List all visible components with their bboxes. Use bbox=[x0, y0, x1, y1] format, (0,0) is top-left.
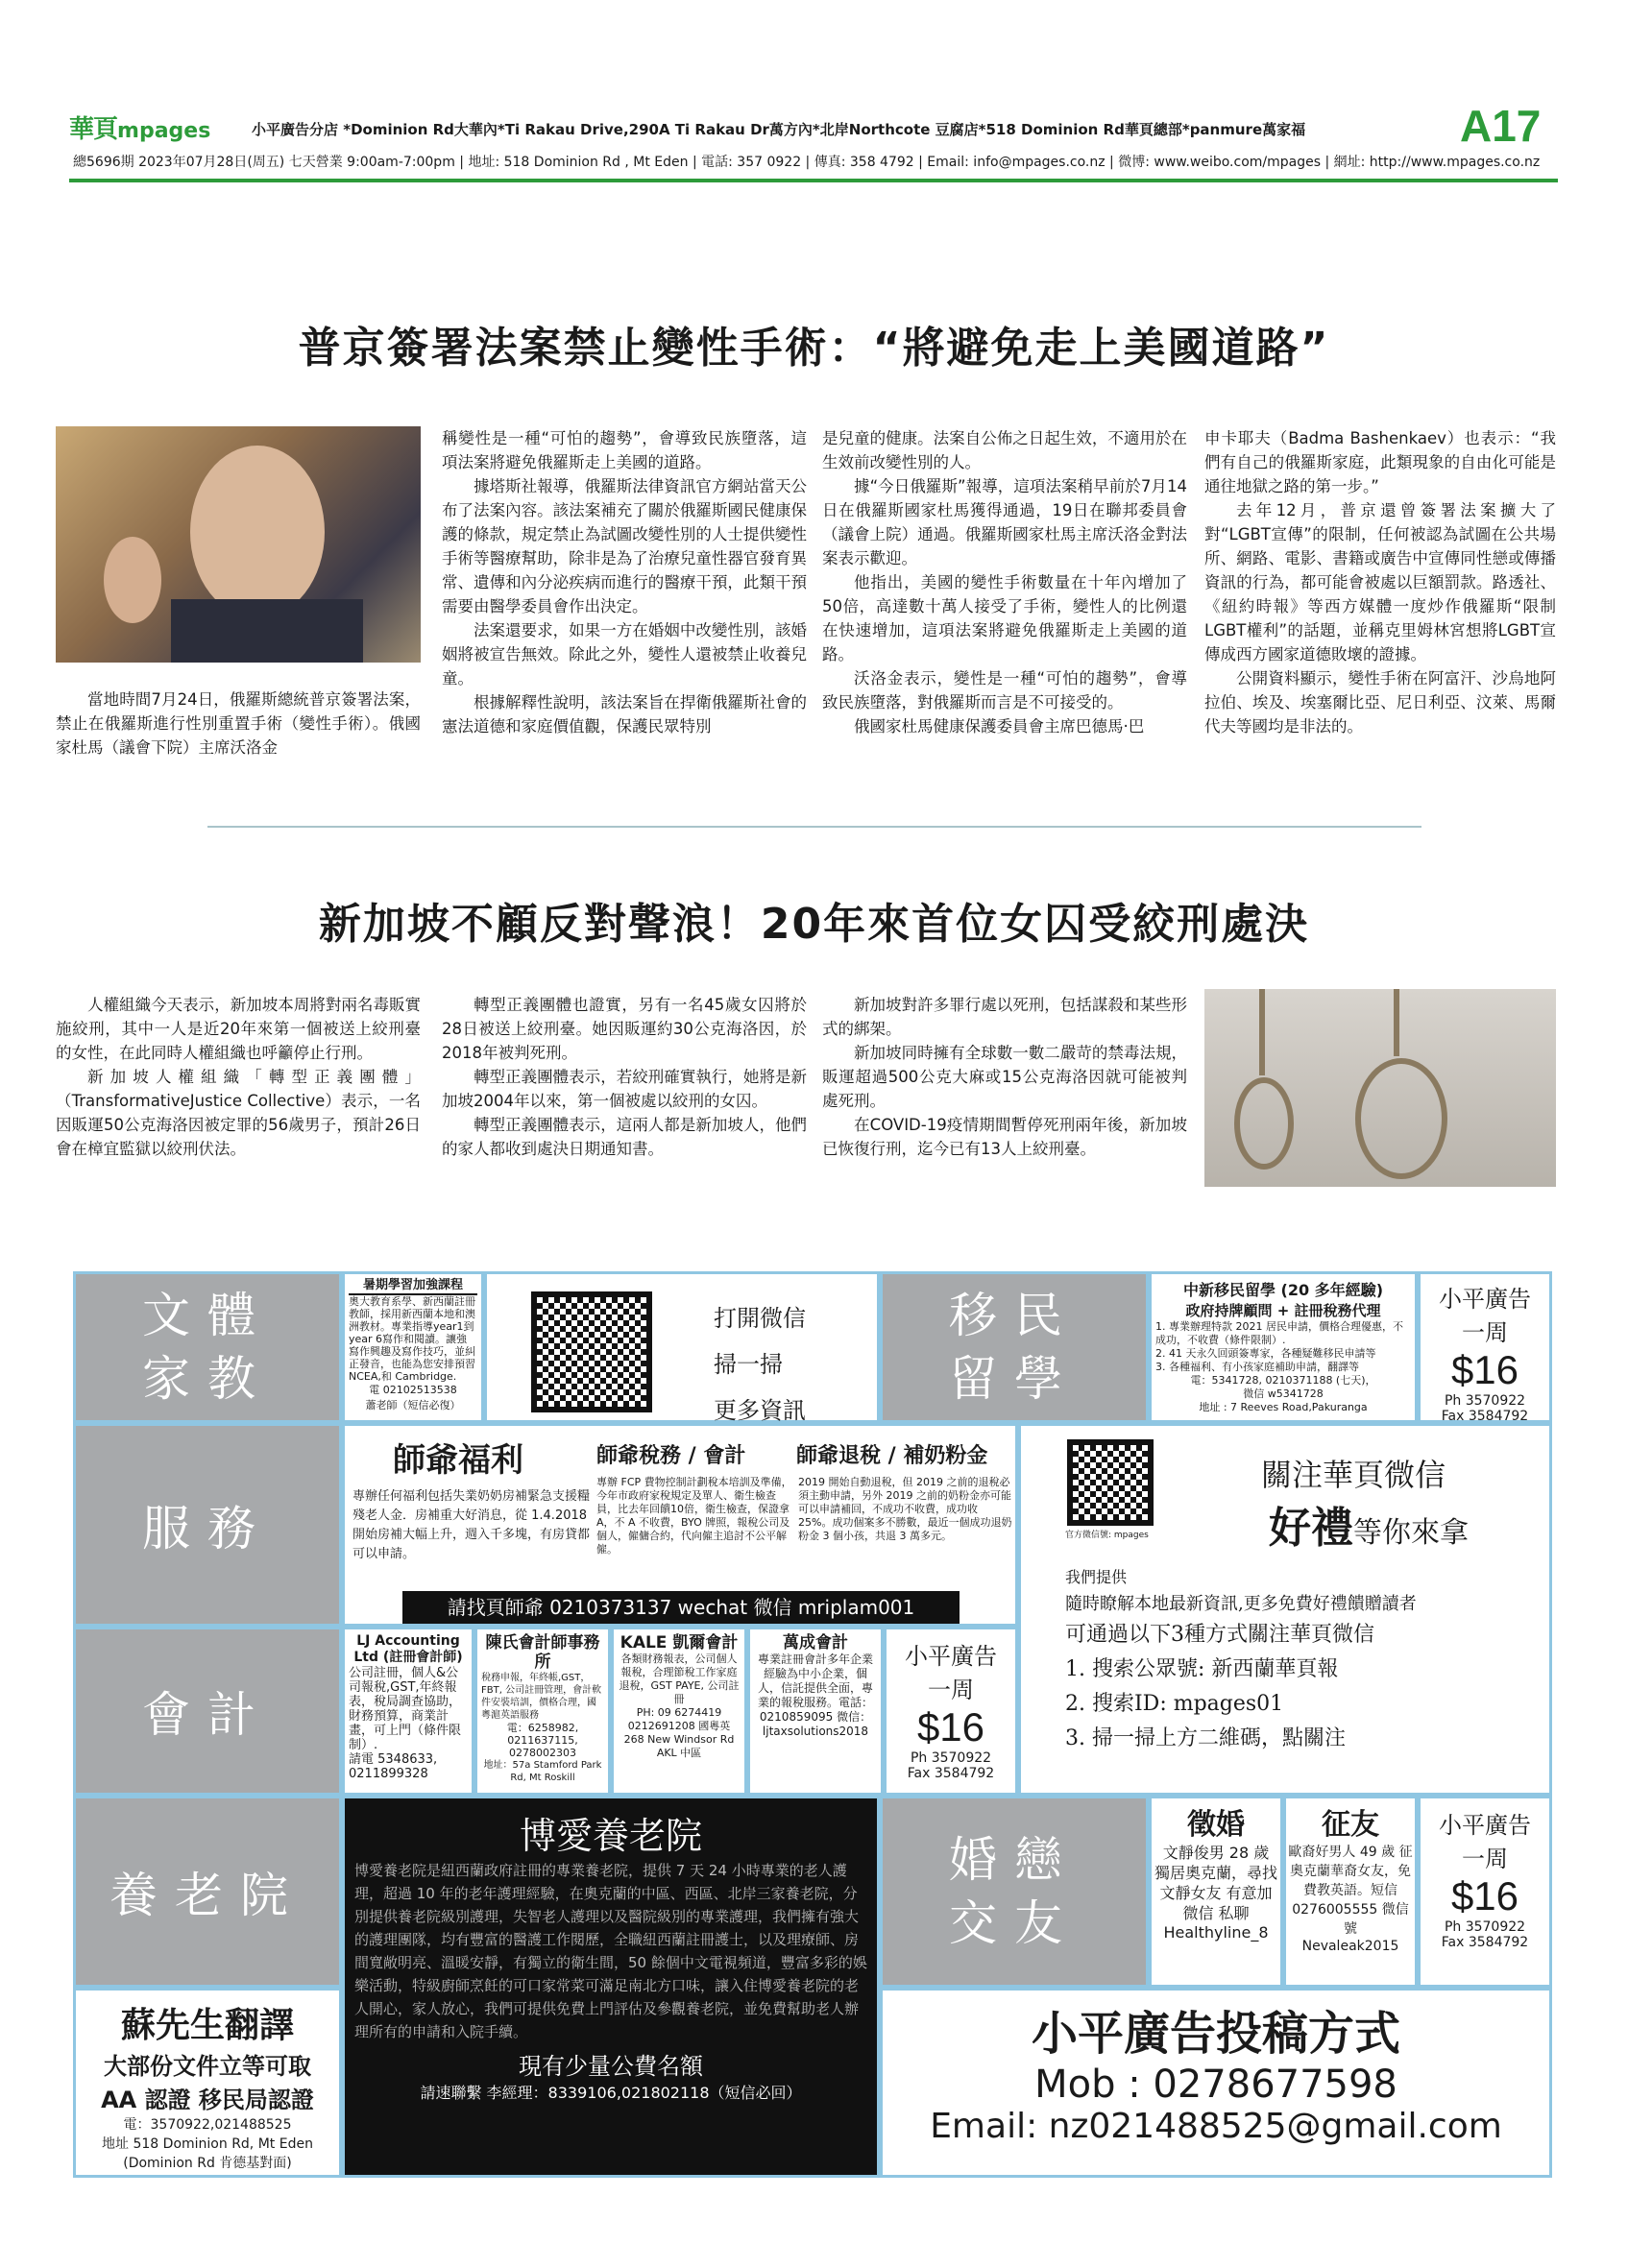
ad-wechat-scan bbox=[484, 1271, 880, 1423]
noose-photo bbox=[1204, 989, 1556, 1187]
ad-mobile: Mob : 0278677598 bbox=[1034, 2063, 1397, 2107]
qr-caption: 官方微信號: mpages bbox=[1065, 1531, 1149, 1540]
ad-item: 1. 專業辦理特款 2021 居民申請，價格合理優惠，不成功，不收費（條件限制）. bbox=[1155, 1320, 1403, 1346]
ad-boai-care-home bbox=[342, 1796, 880, 2178]
paragraph: 申卡耶夫（Badma Bashenkaev）也表示：“我們有自己的俄羅斯家庭，此類現象的自由化可能是通往地獄之路的第一步。” bbox=[1204, 429, 1556, 495]
paragraph: 是兒童的健康。法案自公佈之日起生效，不適用於在生效前改變性別的人。 bbox=[822, 429, 1187, 471]
ad-title: LJ Accounting Ltd (註冊會計師) bbox=[353, 1633, 463, 1665]
ad-title: 中新移民留學 (20 多年經驗) bbox=[1182, 1281, 1384, 1299]
instruction-line: 可通過以下3種方式關注華頁微信 bbox=[1065, 1623, 1374, 1647]
ad-body: 稅務申報，年終帳,GST，FBT, 公司註冊管理，會計軟件安裝培訓，價格合理，國粵滬英語服務 bbox=[481, 1673, 602, 1721]
paragraph: 人權組織今天表示，新加坡本周將對兩名毒販實施絞刑，其中一人是近20年來第一個被送上絞刑臺的女性，在此同時人權組織也呼籲停止行刑。 bbox=[56, 996, 421, 1062]
ad-body: 專辦任何福利包括失業奶奶房補緊急支援糧殘老人金．房補重大好消息，從 1.4.2018 開始房補大幅上升，週入千多塊，有房貸都可以申請。 bbox=[352, 1489, 591, 1561]
article1-col2 bbox=[442, 426, 807, 738]
ad-address: 地址 : 7 Reeves Road,Pakuranga bbox=[1199, 1401, 1368, 1413]
paragraph: 法案還要求，如果一方在婚姻中改變性別，該婚姻將被宣告無效。除此之外，變性人還被禁止收養兒童。 bbox=[442, 621, 807, 688]
paragraph: 俄國家杜馬健康保護委員會主席巴德馬·巴 bbox=[854, 717, 1145, 736]
ad-phone: 電 02102513538 bbox=[369, 1384, 457, 1396]
paragraph: 在COVID-19疫情期間暫停死刑兩年後，新加坡已恢復行刑，迄今已有13人上絞刑臺。 bbox=[822, 1116, 1187, 1158]
price-period: 一周 bbox=[1462, 1319, 1508, 1346]
ad-phone: 電：3570922,021488525 bbox=[123, 2117, 292, 2133]
ad-contact-bar: 請找頁師爺 0210373137 wechat 微信 mriplam001 bbox=[402, 1591, 960, 1624]
paragraph: 新加坡同時擁有全球數一數二嚴苛的禁毒法規，販運超過500公克大麻或15公克海洛因就可能被判處死刑。 bbox=[822, 1044, 1187, 1110]
price-value: $16 bbox=[1450, 1347, 1519, 1392]
instruction-line: 1. 搜索公眾號: 新西蘭華頁報 bbox=[1065, 1657, 1339, 1681]
ad-lj-accounting bbox=[342, 1627, 474, 1796]
paragraph: 沃洛金表示，變性是一種“可怕的趨勢”，會導致民族墮落，對俄羅斯而言是不可接受的。 bbox=[822, 669, 1187, 712]
instruction-line: 隨時瞭解本地最新資訊,更多免費好禮饋贈讀者 bbox=[1065, 1594, 1417, 1614]
ad-marriage bbox=[1149, 1796, 1283, 1988]
ad-wechat: 微信 w5341728 bbox=[1243, 1387, 1324, 1400]
article1-col1 bbox=[56, 688, 421, 760]
ad-immigration bbox=[1149, 1271, 1418, 1423]
ad-line: 大部份文件立等可取 bbox=[104, 2053, 311, 2080]
header-rule bbox=[69, 179, 1558, 182]
ad-body: 專業註冊會計多年企業經驗為中小企業，個人，信託提供全面，專業的報稅服務。電話：0210859095 微信：ljtaxsolutions2018 bbox=[757, 1653, 873, 1738]
ad-body: 歐裔好男人 49 歲 征奧克蘭華裔女友，免費教英語。短信 0276005555 微信號 bbox=[1288, 1845, 1413, 1937]
price-title: 小平廣告 bbox=[905, 1643, 997, 1670]
ad-summer-course bbox=[342, 1271, 484, 1423]
qr-code-icon[interactable] bbox=[531, 1291, 652, 1412]
paragraph: 公開資料顯示，變性手術在阿富汗、沙烏地阿拉伯、埃及、埃塞爾比亞、尼日利亞、汶萊、馬爾代夫等國均是非法的。 bbox=[1204, 669, 1556, 736]
portrait-illustration bbox=[56, 426, 421, 663]
category-label: 婚戀交友 bbox=[949, 1832, 1080, 1951]
paragraph: 轉型正義團體表示，這兩人都是新加坡人，他們的家人都收到處決日期通知書。 bbox=[442, 1116, 807, 1158]
instruction-line: 我們提供 bbox=[1065, 1568, 1128, 1586]
logo-text: mpages bbox=[117, 119, 211, 143]
ad-title: 暑期學習加強課程 bbox=[349, 1278, 477, 1295]
ad-title: 師爺稅務 / 會計 bbox=[596, 1444, 746, 1468]
price-title: 小平廣告 bbox=[1439, 1286, 1531, 1313]
article-divider bbox=[207, 826, 1421, 828]
branch-list: 小平廣告分店 *Dominion Rd大華內*Ti Rakau Drive,290A Ti Rakau Dr萬方內*北岸Northcote 豆腐店*518 Dominion Rd華頁總部*panmure萬家福 bbox=[252, 121, 1306, 138]
paragraph: 新加坡人權組織「轉型正義團體」（TransformativeJustice Collective）表示，一名因販運50公克海洛因被定罪的56歲男子，預計26日會在樟宜監獄以絞刑伏法。 bbox=[56, 1068, 421, 1158]
ad-line: AA 認證 移民局認證 bbox=[101, 2087, 314, 2113]
gift-word: 好禮 bbox=[1269, 1504, 1353, 1553]
ad-body: 公司註冊，個人&公司報稅,GST,年終報表，稅局調查協助，財務預算，商業計畫，可上門（條件限制）. bbox=[349, 1666, 462, 1752]
article1-col3 bbox=[822, 426, 1187, 738]
page-number: A17 bbox=[1460, 101, 1542, 151]
category-accounting bbox=[73, 1627, 342, 1796]
ad-body: 奧大教育系學、新西蘭註冊教師，採用新西蘭本地和澳洲教材。專業指導year1到year 6寫作和閱讀。讓強寫作興趣及寫作技巧，並糾正發音，也能為您安排預習NCEA,和 Cambridge. bbox=[349, 1295, 475, 1383]
category-label: 服務 bbox=[142, 1501, 273, 1556]
ad-body: 各類財務報表，公司個人報稅，合理節稅工作家庭退稅，GST PAYE, 公司註冊 bbox=[619, 1653, 740, 1705]
price-period: 一周 bbox=[928, 1677, 974, 1703]
category-services bbox=[73, 1423, 342, 1627]
ad-address: 268 New Windsor Rd AKL 中區 bbox=[623, 1733, 735, 1759]
paragraph: 新加坡對許多罪行處以死刑，包括謀殺和某些形式的綁架。 bbox=[822, 996, 1187, 1038]
ad-title: 師爺福利 bbox=[393, 1441, 523, 1480]
category-label: 移民留學 bbox=[949, 1288, 1080, 1407]
ad-phone: PH: 09 6274419 0212691208 國粵英 bbox=[627, 1706, 731, 1732]
ad-phone: 請速聯繫 李經理：8339106,021802118（短信必回） bbox=[420, 2084, 802, 2102]
price-period: 一周 bbox=[1462, 1846, 1508, 1872]
ad-submit-info bbox=[880, 1988, 1552, 2178]
price-value: $16 bbox=[1450, 1873, 1519, 1918]
paragraph: 他指出，美國的變性手術數量在十年內增加了50倍，高達數十萬人接受了手術，變性人的比例還在快速增加，這項法案將避免俄羅斯走上美國的道路。 bbox=[822, 573, 1187, 664]
logo-brand: 華頁 bbox=[69, 115, 118, 144]
ad-body: 專辦 FCP 費物控制計劃稅本培訓及準備，今年市政府家稅規定及單人、衛生檢查員，比去年回饋10倍，衛生檢查，保證拿 A，不 A 不收費，BYO 牌照，報稅公司及個人，僱傭合約，代向僱主追討不公平解僱。 bbox=[596, 1476, 792, 1556]
instruction-line: 3. 掃一掃上方二維碼，點關注 bbox=[1065, 1726, 1346, 1750]
ad-address: 地址：57a Stamford Park Rd, Mt Roskill bbox=[483, 1760, 602, 1783]
price-phone: Ph 3570922 bbox=[910, 1750, 992, 1766]
noose-illustration bbox=[1204, 989, 1556, 1187]
ad-title: 萬成會計 bbox=[783, 1633, 848, 1653]
ad-id: Nevaleak2015 bbox=[1301, 1939, 1399, 1954]
article2-title: 新加坡不顧反對聲浪！20年來首位女囚受絞刑處決 bbox=[318, 900, 1310, 949]
ad-title: 征友 bbox=[1322, 1808, 1379, 1842]
ad-phone: 電：6258982, 0211637115, 0278002303 bbox=[506, 1722, 579, 1759]
paragraph: 轉型正義團體也證實，另有一名45歲女囚將於28日被送上絞刑臺。她因販運約30公克海洛因，於2018年被判死刑。 bbox=[442, 996, 807, 1062]
ad-phone: 電：5341728, 0210371188 (七天)， bbox=[1190, 1374, 1376, 1387]
ad-title: 博愛養老院 bbox=[519, 1815, 702, 1857]
ad-title: 徵婚 bbox=[1187, 1808, 1245, 1842]
price-phone: Ph 3570922 bbox=[1444, 1919, 1526, 1935]
ad-quota: 現有少量公費名額 bbox=[519, 2053, 703, 2080]
article2-col3 bbox=[822, 993, 1187, 1161]
ad-follow-wechat bbox=[1018, 1423, 1552, 1796]
ad-title: 師爺退稅 / 補奶粉金 bbox=[796, 1444, 988, 1468]
ad-friendship bbox=[1283, 1796, 1418, 1988]
ad-translation bbox=[73, 1988, 342, 2178]
putin-photo bbox=[56, 426, 421, 663]
paragraph: 據“今日俄羅斯”報導，這項法案稍早前於7月14日在俄羅斯國家杜馬獲得通過，19日在聯邦委員會（議會上院）通過。俄羅斯國家杜馬主席沃洛金對法案表示歡迎。 bbox=[822, 477, 1187, 567]
paragraph: 據塔斯社報導，俄羅斯法律資訊官方網站當天公布了法案內容。該法案補充了關於俄羅斯國民健康保護的條款，規定禁止為試圖改變性別的人士提供變性手術等醫療幫助，除非是為了治療兒童性器官發育異常、遺傳和內分泌疾病而進行的醫療干預，此類干預需要由醫學委員會作出決定。 bbox=[442, 477, 807, 615]
ad-chen-accounting bbox=[474, 1627, 611, 1796]
ad-title: 蘇先生翻譯 bbox=[120, 2006, 294, 2045]
ad-title: 關注華頁微信 bbox=[1261, 1457, 1446, 1493]
ad-title: KALE 凱爾會計 bbox=[620, 1633, 739, 1653]
price-box bbox=[1418, 1796, 1552, 1988]
instruction-line: 2. 搜索ID: mpages01 bbox=[1065, 1692, 1284, 1716]
ad-item: 2. 41 天永久回頭簽專家，各種疑難移民申請等 bbox=[1155, 1347, 1376, 1360]
qr-code-icon[interactable] bbox=[1067, 1439, 1154, 1526]
article1-title: 普京簽署法案禁止變性手術：“將避免走上美國道路” bbox=[298, 324, 1330, 373]
price-phone: Ph 3570922 bbox=[1444, 1393, 1526, 1409]
category-dating bbox=[880, 1796, 1149, 1988]
follow-instructions bbox=[1065, 1564, 1417, 1756]
paragraph: 根據解釋性說明，該法案旨在捍衛俄羅斯社會的憲法道德和家庭價值觀，保護民眾特別 bbox=[442, 693, 807, 736]
ad-body: 文靜俊男 28 歲 獨居奧克蘭，尋找文靜女友 有意加微信 私聊 bbox=[1154, 1844, 1277, 1922]
ad-shiye bbox=[342, 1423, 1018, 1627]
paragraph: 當地時間7月24日，俄羅斯總統普京簽署法案，禁止在俄羅斯進行性別重置手術（變性手術）。俄國家杜馬（議會下院）主席沃洛金 bbox=[56, 690, 421, 757]
mpages-logo bbox=[69, 109, 210, 145]
ad-address: (Dominion Rd 肯德基對面) bbox=[123, 2156, 292, 2171]
article2-col1 bbox=[56, 993, 421, 1161]
price-box bbox=[1418, 1271, 1552, 1423]
ad-body: 博愛養老院是紐西蘭政府註冊的專業養老院，提供 7 天 24 小時專業的老人護理，超過 10 年的老年護理經驗，在奧克蘭的中區、西區、北岸三家養老院，分別提供養老院級別護理，失智老人護理以及醫院級別的專業護理，我們擁有強大的護理團隊，均有豐富的醫護工作閱歷，全職紐西蘭註冊護士，以及理療師、房間寬敞明亮、溫暖安靜，有獨立的衛生間，50 餘個中文電視頻道，豐富多彩的娛樂活動，特級廚師烹飪的可口家常菜可滿足南北方口味，讓入住博愛養老院的老人開心，家人放心，我們可提供免費上門評估及參觀養老院，並免費幫助老人辦理所有的申請和入院手續。 bbox=[354, 1862, 867, 2040]
price-fax: Fax 3584792 bbox=[907, 1766, 995, 1781]
ad-address: 地址 518 Dominion Rd, Mt Eden bbox=[102, 2136, 313, 2152]
category-elderly-care bbox=[73, 1796, 342, 1988]
price-title: 小平廣告 bbox=[1439, 1812, 1531, 1839]
prompt-line: 更多資訊 bbox=[714, 1397, 806, 1424]
ad-item: 3. 各種福利、有小孩家庭補助申請，翻譯等 bbox=[1155, 1361, 1359, 1373]
ad-email[interactable]: Email: nz021488525@gmail.com bbox=[930, 2107, 1502, 2146]
prompt-line: 掃一掃 bbox=[714, 1351, 783, 1378]
ad-title: 陳氏會計師事務所 bbox=[485, 1633, 600, 1672]
price-fax: Fax 3584792 bbox=[1441, 1409, 1529, 1424]
gift-tail: 等你來拿 bbox=[1353, 1516, 1469, 1550]
ad-body: 2019 開始自動退稅，但 2019 之前的退稅必須主動申請，另外 2019 之前的奶粉金亦可能可以申請補回，不成功不收費，成功收 25%。成功個案多不勝數，最近一個成功退奶粉金 3 個小孩，共退 3 萬多元。 bbox=[798, 1476, 1012, 1542]
price-value: $16 bbox=[916, 1704, 985, 1749]
category-immigration bbox=[880, 1271, 1149, 1423]
category-label: 會計 bbox=[142, 1687, 273, 1743]
price-fax: Fax 3584792 bbox=[1441, 1935, 1529, 1950]
paragraph: 轉型正義團體表示，若絞刑確實執行，她將是新加坡2004年以來，第一個被處以絞刑的女囚。 bbox=[442, 1068, 807, 1110]
paragraph: 稱變性是一種“可怕的趨勢”，會導致民族墮落，這項法案將避免俄羅斯走上美國的道路。 bbox=[442, 429, 807, 471]
ad-phone: 請電 5348633, 0211899328 bbox=[349, 1752, 438, 1781]
price-box bbox=[884, 1627, 1018, 1796]
ad-id: Healthyline_8 bbox=[1163, 1923, 1269, 1942]
category-label: 養老院 bbox=[109, 1868, 305, 1923]
ad-subtitle: 政府持牌顧問 + 註冊稅務代理 bbox=[1185, 1302, 1381, 1319]
paragraph: 去年12月，普京還曾簽署法案擴大了對“LGBT宣傳”的限制，任何被認為試圖在公共場所、網路、電影、書籍或廣告中宣傳同性戀或傳播資訊的行為，都可能會被處以巨額罰款。路透社、《紐約時報》等西方媒體一度炒作俄羅斯“限制LGBT權利”的話題，並稱克里姆林宮想將LGBT宣傳成西方國家道德敗壞的證據。 bbox=[1204, 501, 1556, 664]
prompt-line: 打開微信 bbox=[714, 1305, 806, 1332]
issue-info: 總5696期 2023年07月28日(周五) 七天營業 9:00am-7:00pm | 地址: 518 Dominion Rd , Mt Eden | 電話: 357 0922 | 傳真: 358 4792 | Email: info@mpages.co.nz | 微博: www.weibo.com/mpages | 網址: http://www.mpages.co.nz bbox=[73, 155, 1541, 170]
category-tutoring bbox=[73, 1271, 342, 1423]
ad-wancheng-accounting bbox=[747, 1627, 884, 1796]
ad-title: 小平廣告投稿方式 bbox=[1031, 2007, 1400, 2061]
wechat-prompt bbox=[714, 1295, 806, 1434]
ad-kale-accounting bbox=[611, 1627, 747, 1796]
article1-col4 bbox=[1204, 426, 1556, 738]
ad-contact: 蕭老師（短信必復） bbox=[365, 1399, 461, 1411]
article2-col2 bbox=[442, 993, 807, 1161]
gift-line bbox=[1269, 1493, 1469, 1555]
category-label: 文體家教 bbox=[142, 1288, 273, 1407]
